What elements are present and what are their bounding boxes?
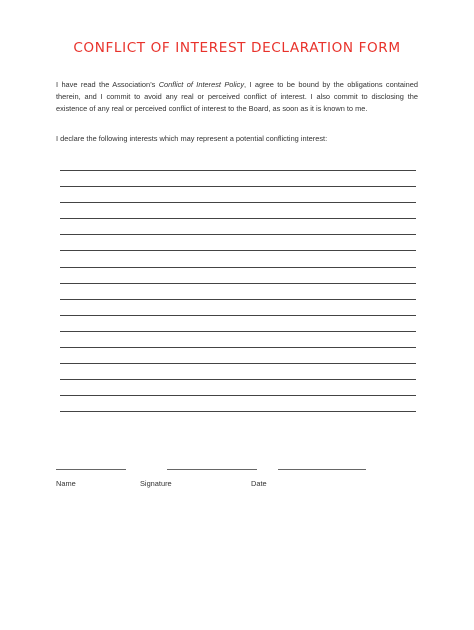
form-title: CONFLICT OF INTEREST DECLARATION FORM xyxy=(73,40,401,56)
signature-label: Signature xyxy=(140,479,172,488)
name-label: Name xyxy=(56,479,76,488)
interest-line-9[interactable] xyxy=(60,299,416,300)
interest-line-5[interactable] xyxy=(60,234,416,235)
interest-line-7[interactable] xyxy=(60,267,416,268)
policy-name: Conflict of Interest Policy xyxy=(158,80,245,89)
date-line[interactable] xyxy=(278,469,366,470)
interest-line-12[interactable] xyxy=(60,347,416,348)
interest-line-1[interactable] xyxy=(60,170,416,171)
declaration-statement: I declare the following interests which may represent a potential conflicting interest: xyxy=(56,134,328,143)
interest-line-8[interactable] xyxy=(60,283,416,284)
interest-line-16[interactable] xyxy=(60,411,416,412)
interest-line-4[interactable] xyxy=(60,218,416,219)
intro-text-start: I have read the Association’s xyxy=(56,80,159,89)
interest-line-10[interactable] xyxy=(60,315,416,316)
interest-line-3[interactable] xyxy=(60,202,416,203)
interest-line-11[interactable] xyxy=(60,331,416,332)
signature-line[interactable] xyxy=(167,469,257,470)
date-label: Date xyxy=(251,479,267,488)
interest-line-14[interactable] xyxy=(60,379,416,380)
interest-entry-lines xyxy=(60,170,416,428)
interest-line-15[interactable] xyxy=(60,395,416,396)
intro-paragraph xyxy=(56,79,418,116)
intro-text-end: , I agree to be bound by the obligations contained therein, and I commit to avoid any real or perceived conflict of interest. I also commit to disclosing the existence of any real or perceived conflict of interest to the Board, as soon as it is known to me. xyxy=(56,80,418,114)
interest-line-2[interactable] xyxy=(60,186,416,187)
interest-line-6[interactable] xyxy=(60,250,416,251)
name-line[interactable] xyxy=(56,469,126,470)
interest-line-13[interactable] xyxy=(60,363,416,364)
